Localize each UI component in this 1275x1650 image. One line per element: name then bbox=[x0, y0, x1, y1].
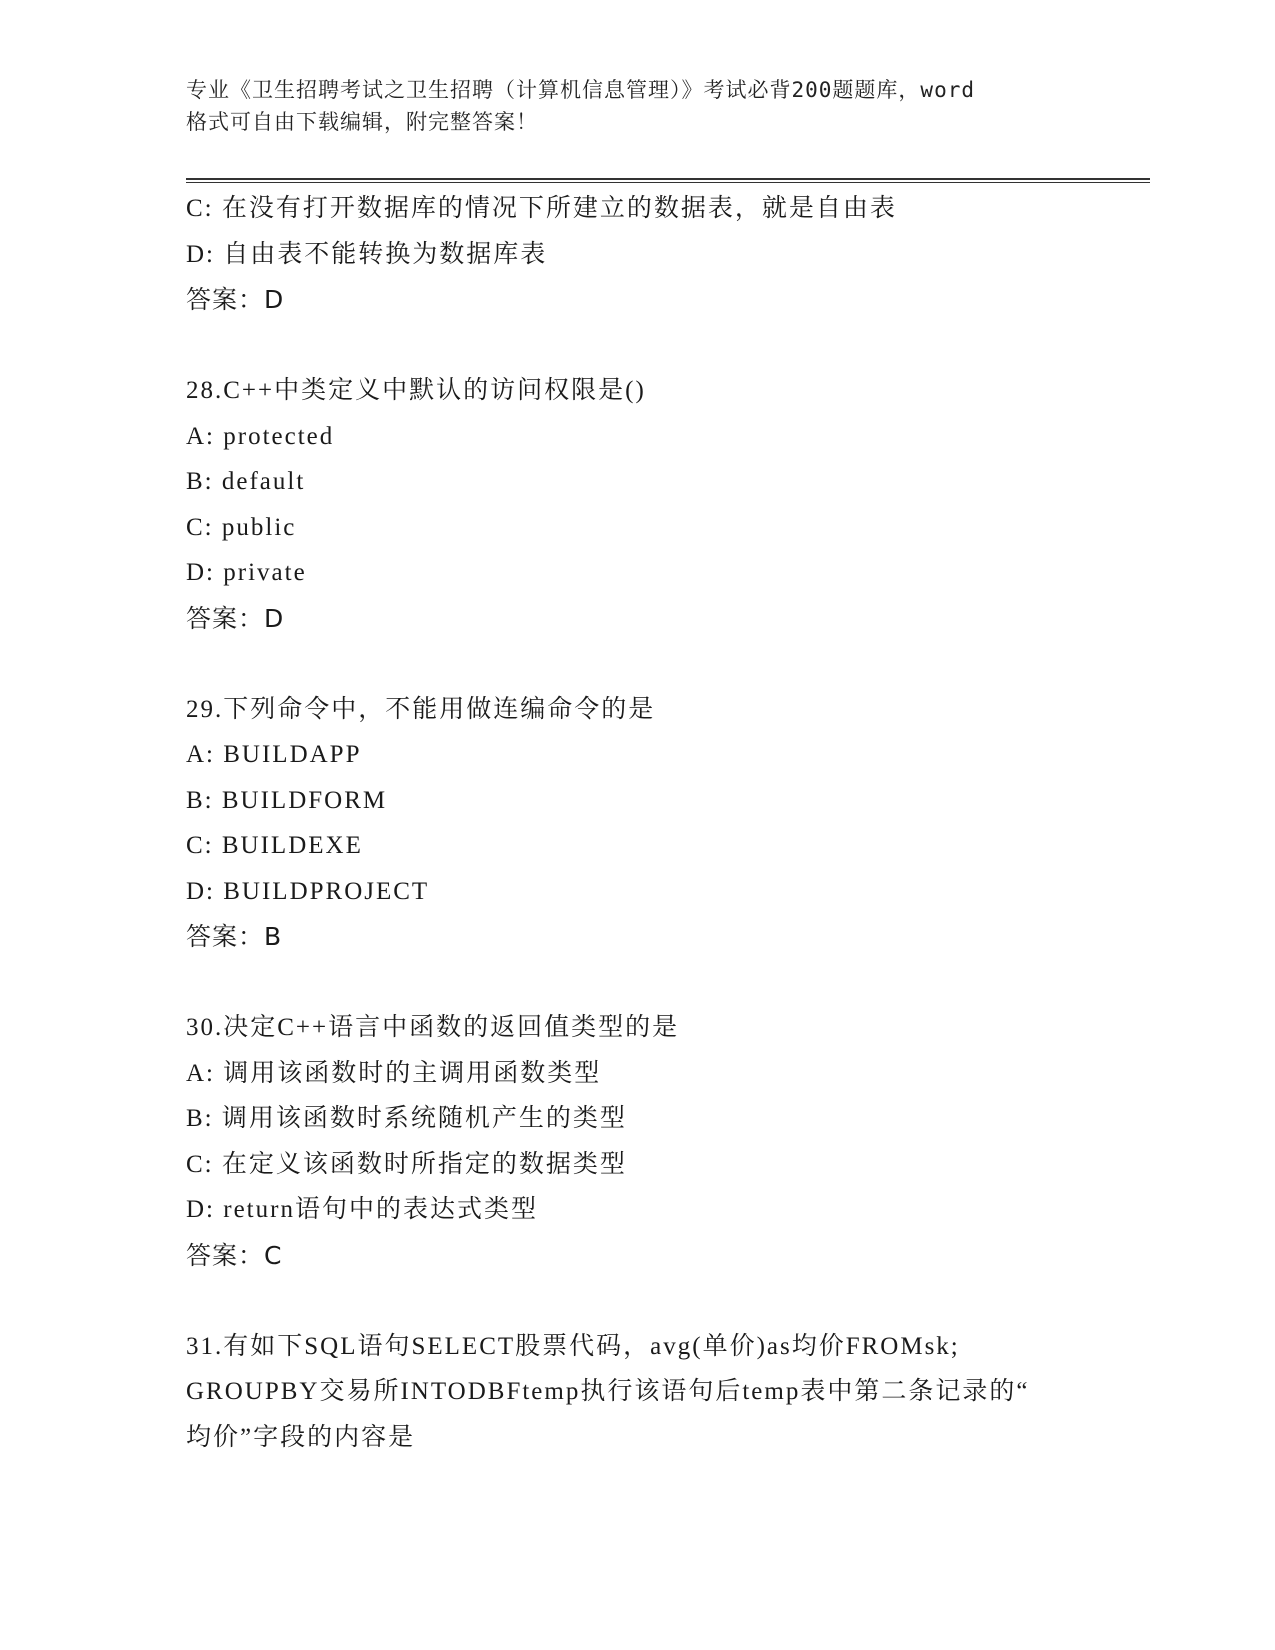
question-title-line-2: GROUPBY交易所INTODBFtemp执行该语句后temp表中第二条记录的“ bbox=[186, 1378, 1030, 1405]
question-27-tail bbox=[186, 186, 1086, 323]
question-title-line-3: 均价”字段的内容是 bbox=[186, 1423, 416, 1451]
question-30 bbox=[186, 1005, 1086, 1278]
answer-label: 答案：D bbox=[186, 603, 285, 633]
spacer bbox=[186, 960, 1086, 1006]
spacer bbox=[186, 641, 1086, 687]
option-a: A: 调用该函数时的主调用函数类型 bbox=[186, 1059, 602, 1087]
option-d: D: return语句中的表达式类型 bbox=[186, 1196, 538, 1223]
question-31 bbox=[186, 1324, 1086, 1461]
option-b: B: 调用该函数时系统随机产生的类型 bbox=[186, 1105, 627, 1132]
header-divider-thick bbox=[186, 178, 1150, 180]
option-c: C: BUILDEXE bbox=[186, 832, 363, 859]
option-c: C: 在定义该函数时所指定的数据类型 bbox=[186, 1150, 627, 1178]
answer-label: 答案：B bbox=[186, 922, 283, 951]
question-28 bbox=[186, 368, 1086, 641]
option-a: A: protected bbox=[186, 422, 335, 450]
document-header bbox=[186, 74, 1086, 138]
option-d: D: 自由表不能转换为数据库表 bbox=[186, 240, 548, 268]
option-d: D: BUILDPROJECT bbox=[186, 877, 430, 905]
question-title-line-1: 31.有如下SQL语句SELECT股票代码，avg(单价)as均价FROMsk; bbox=[186, 1332, 960, 1360]
header-line-1: 专业《卫生招聘考试之卫生招聘（计算机信息管理）》考试必背200题题库，word bbox=[186, 78, 975, 102]
question-title: 29.下列命令中，不能用做连编命令的是 bbox=[186, 695, 656, 723]
answer-label: 答案：C bbox=[186, 1240, 283, 1270]
question-title: 30.决定C++语言中函数的返回值类型的是 bbox=[186, 1014, 680, 1041]
option-c: C: 在没有打开数据库的情况下所建立的数据表，就是自由表 bbox=[186, 195, 897, 222]
header-line-2: 格式可自由下载编辑，附完整答案！ bbox=[186, 110, 538, 134]
header-divider-thin bbox=[186, 182, 1150, 183]
question-title: 28.C++中类定义中默认的访问权限是() bbox=[186, 377, 646, 404]
spacer bbox=[186, 323, 1086, 369]
option-c: C: public bbox=[186, 513, 297, 541]
question-29 bbox=[186, 687, 1086, 960]
option-a: A: BUILDAPP bbox=[186, 741, 362, 768]
option-b: B: BUILDFORM bbox=[186, 786, 388, 814]
question-list bbox=[186, 186, 1086, 1460]
option-d: D: private bbox=[186, 559, 307, 586]
option-b: B: default bbox=[186, 468, 306, 495]
answer-label: 答案：D bbox=[186, 285, 285, 314]
spacer bbox=[186, 1278, 1086, 1324]
